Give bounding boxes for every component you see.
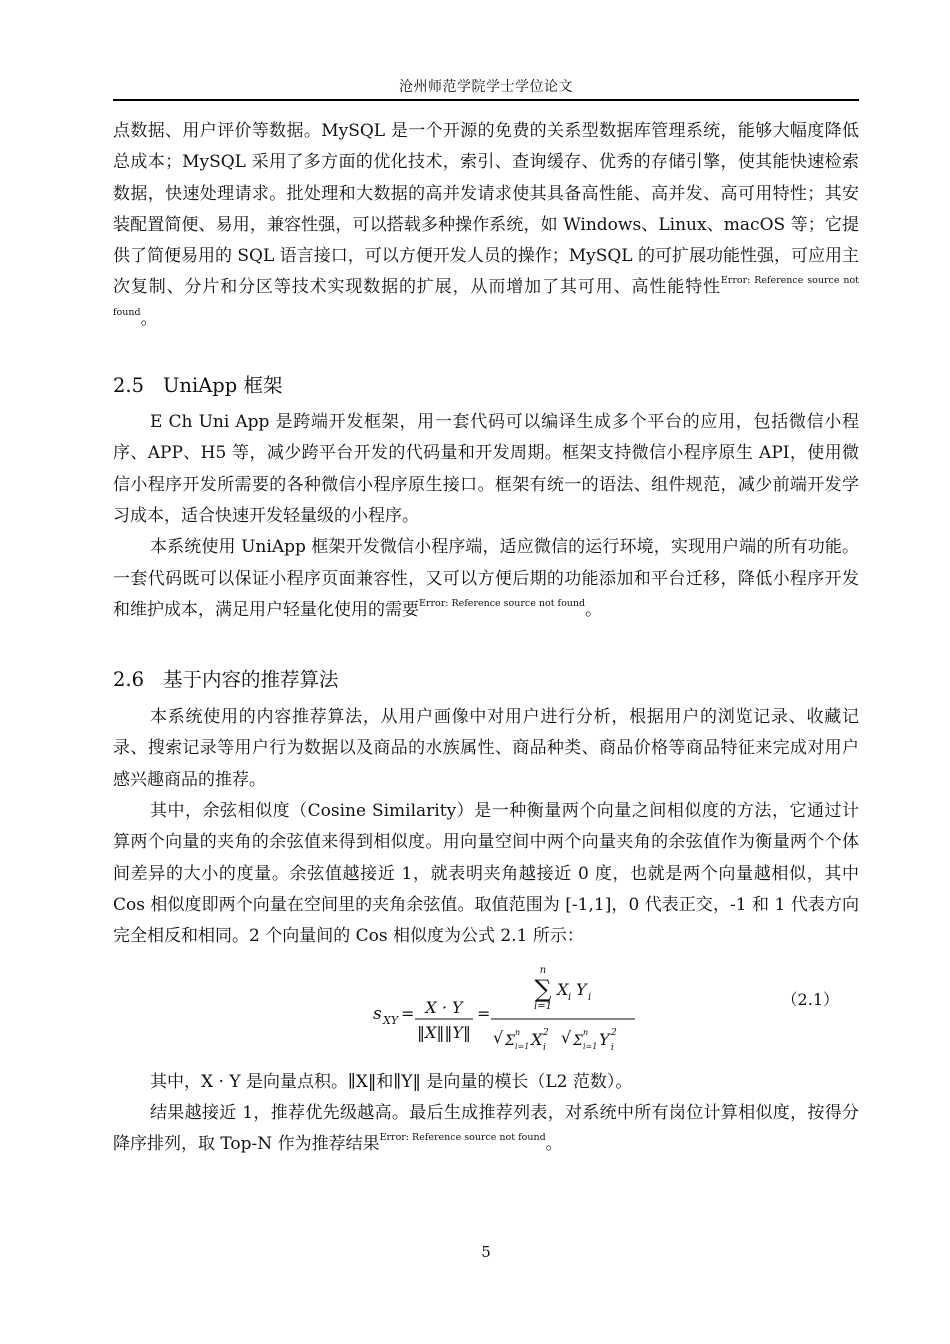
den-x-sub: i (543, 1042, 546, 1053)
sum-upper-limit: n (539, 964, 547, 976)
intro-paragraph-text: 点数据、用户评价等数据。MySQL 是一个开源的免费的关系型数据库管理系统，能够大幅度降低总成本；MySQL 采用了多方面的优化技术，索引、查询缓存、优秀的存储引擎，使其能快速检索数据，快速处理请求。批处理和大数据的高并发请求使其具备高性能、高并发、高可用特性；其安装配置简便、易用，兼容性强，可以搭载多种操作系统，如 Windows、Linux、macOS 等；它提供了简便易用的 SQL 语言接口，可以方便开发人员的操作；MySQL 的可扩展功能性强，可应用主次复制、分片和分区等技术实现数据的扩展，从而增加了其可用、高性能特性 (113, 121, 859, 298)
paragraph-text: 结果越接近 1，推荐优先级越高。最后生成推荐列表，对系统中所有岗位计算相似度，按得分降序排列，取 Top-N 作为推荐结果 (113, 1102, 859, 1155)
sum-term-x-sub: i (568, 991, 572, 1003)
section-heading-2-5 (113, 370, 859, 398)
den-y-pow: 2 (611, 1027, 617, 1038)
section-number: 2.6 (113, 668, 145, 692)
section-title: 基于内容的推荐算法 (163, 668, 339, 692)
den-y: Y (599, 1029, 610, 1049)
den-x-pow: 2 (543, 1027, 549, 1038)
paragraph-end: 。 (545, 1134, 563, 1155)
sum-term-y-sub: i (588, 991, 592, 1003)
sum-symbol: ∑ (534, 974, 552, 1003)
den-sigma-x: Σ (505, 1032, 515, 1049)
formula-numerator-1: X · Y (425, 997, 463, 1017)
intro-paragraph-end: 。 (140, 308, 158, 329)
reference-error: Error: Reference source not found (379, 1132, 546, 1144)
formula-denominator-1: ‖X‖‖Y‖ (417, 1022, 471, 1042)
sqrt-symbol-y: √ (561, 1027, 572, 1047)
formula-equals-2: = (477, 1003, 491, 1023)
paragraph-recommend-3: 其中，X · Y 是向量点积。∥X‖和∥Y‖ 是向量的模长（L2 范数）。 (150, 1071, 633, 1092)
sum-term-y: Y (576, 979, 587, 999)
section-number: 2.5 (113, 374, 145, 398)
den-lower-x: i=1 (515, 1041, 530, 1051)
den-upper-y: n (583, 1027, 589, 1037)
paragraph-end: 。 (585, 599, 603, 620)
formula-svg (371, 961, 651, 1061)
page-number: 5 (481, 1243, 491, 1261)
equation-number: （2.1） (781, 989, 839, 1009)
cosine-similarity-formula (113, 961, 859, 1061)
paragraph-uniapp-1: E Ch Uni App 是跨端开发框架，用一套代码可以编译生成多个平台的应用，包括微信小程序、APP、H5 等，减少跨平台开发的代码量和开发周期。框架支持微信小程序原生 API，使用微信小程序开发所需要的各种微信小程序原生接口。框架有统一的语法、组件规范，减少前端开发学习成本，适合快速开发轻量级的小程序。 (113, 412, 859, 526)
reference-error: Error: Reference source not found (419, 597, 586, 609)
page-header-title: 沧州师范学院学士学位论文 (399, 79, 573, 95)
sum-term-x: X (557, 979, 569, 999)
section-heading-2-6 (113, 664, 859, 692)
paragraph-recommend-2: 其中，余弦相似度（Cosine Similarity）是一种衡量两个向量之间相似度的方法，它通过计算两个向量的夹角的余弦值来得到相似度。用向量空间中两个向量夹角的余弦值作为衡量两个个体间差异的大小的度量。余弦值越接近 1，就表明夹角越接近 0 度，也就是两个向量越相似，其中 Cos 相似度即两个向量在空间里的夹角余弦值。取值范围为 [-1,1]，0 代表正交，-1 和 1 代表方向完全相反和相同。2 个向量间的 Cos 相似度为公式 2.1 所示： (113, 801, 859, 947)
paragraph-recommend-4 (113, 1098, 859, 1161)
den-lower-y: i=1 (583, 1041, 598, 1051)
reference-error: Error: Reference source not found (113, 275, 860, 318)
den-x: X (531, 1029, 543, 1049)
sqrt-symbol-x: √ (493, 1027, 504, 1047)
formula-equals-1: = (401, 1003, 415, 1023)
den-y-sub: i (611, 1042, 614, 1053)
intro-paragraph (113, 116, 859, 335)
header-rule (113, 99, 859, 101)
den-upper-x: n (515, 1027, 521, 1037)
paragraph-recommend-1: 本系统使用的内容推荐算法，从用户画像中对用户进行分析，根据用户的浏览记录、收藏记录、搜索记录等用户行为数据以及商品的水族属性、商品种类、商品价格等商品特征来完成对用户感兴趣商品的推荐。 (113, 707, 859, 790)
formula-lhs-sub: XY (383, 1013, 399, 1027)
den-sigma-y: Σ (573, 1032, 583, 1049)
sum-lower-limit: i=1 (534, 1000, 552, 1012)
formula-lhs: s (373, 1003, 382, 1024)
section-title: UniApp 框架 (163, 374, 283, 398)
page-body (113, 116, 859, 1160)
paragraph-text: 本系统使用 UniApp 框架开发微信小程序端，适应微信的运行环境，实现用户端的所有功能。一套代码既可以保证小程序页面兼容性，又可以方便后期的功能添加和平台迁移，降低小程序开发和维护成本，满足用户轻量化使用的需要 (113, 537, 859, 620)
paragraph-uniapp-2 (113, 532, 859, 626)
